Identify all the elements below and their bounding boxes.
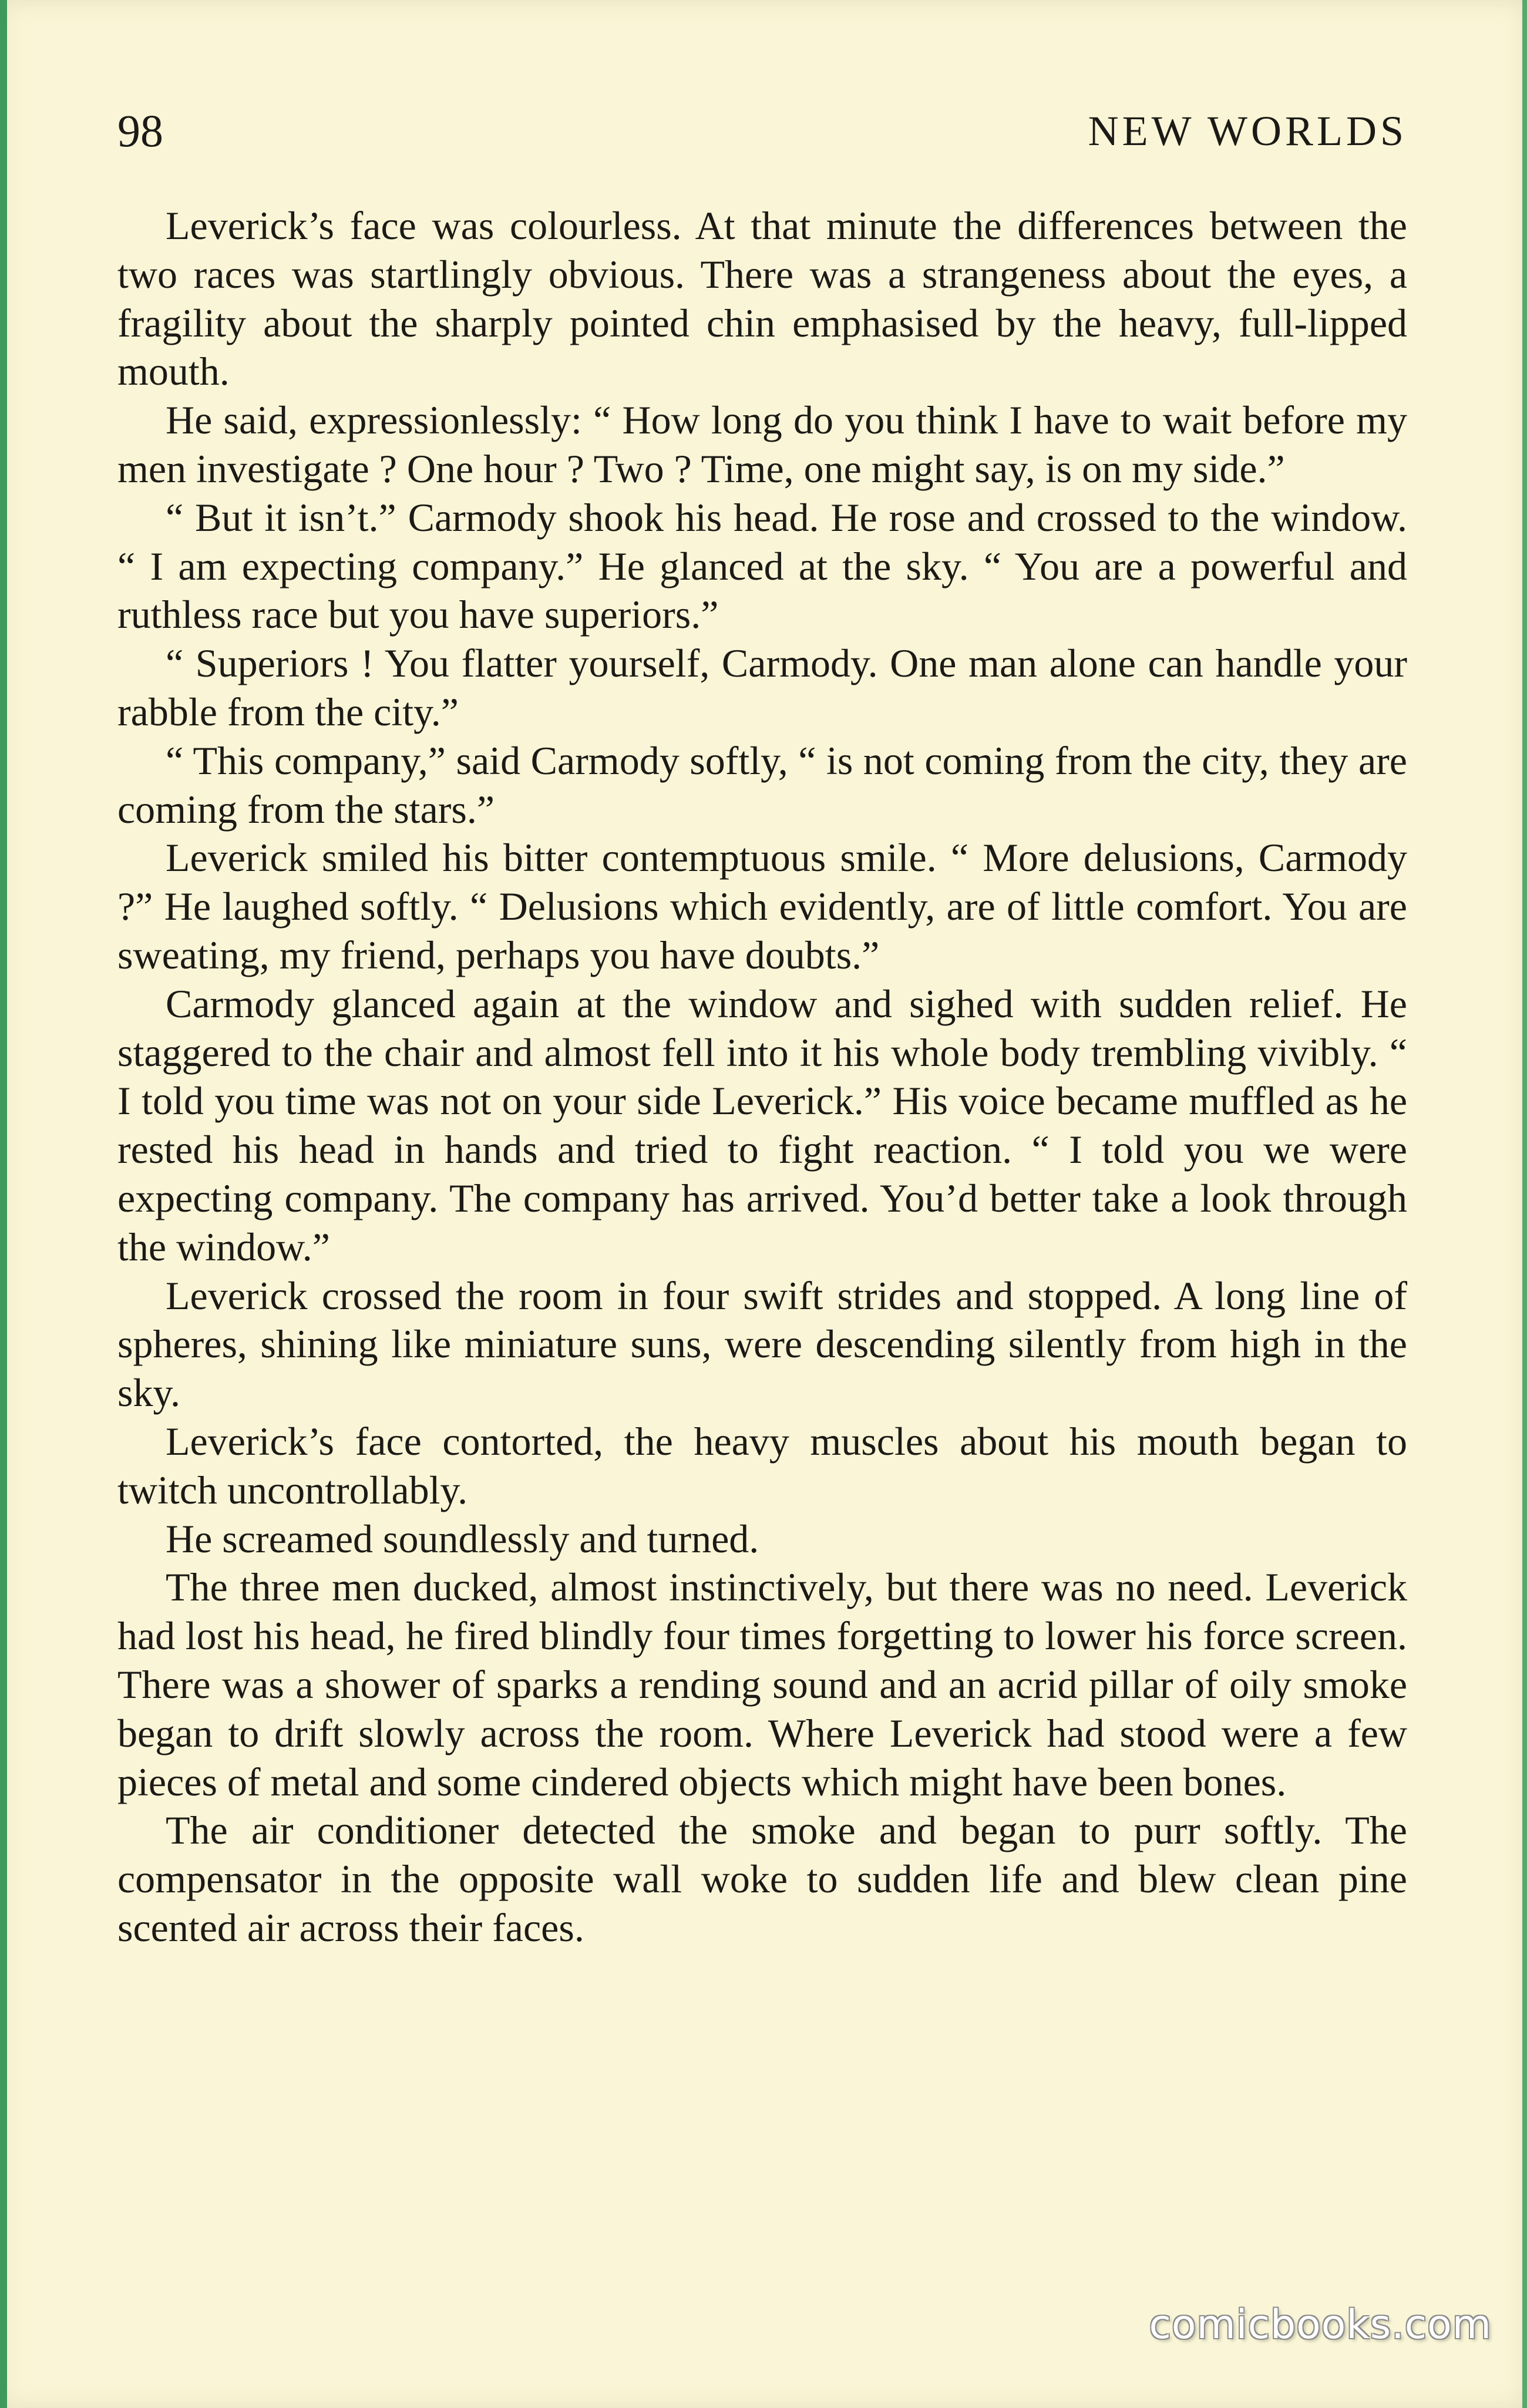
paragraph: Leverick crossed the room in four swift strides and stopped. A long line of spheres, shining like miniature suns, were descending silently from high in the sky. bbox=[117, 1273, 1407, 1415]
paragraph: “ Superiors ! You flatter yourself, Carmody. One man alone can handle your rabble from the city.” bbox=[117, 641, 1407, 734]
running-head: NEW WORLDS bbox=[1088, 107, 1407, 154]
page-edge-right bbox=[1522, 0, 1527, 2408]
paragraph: “ But it isn’t.” Carmody shook his head. He rose and crossed to the window. “ I am expecting company.” He glanced at the sky. “ You are a powerful and ruthless race but you have superiors.” bbox=[117, 495, 1407, 637]
paragraph: The air conditioner detected the smoke and began to purr softly. The compensator in the opposite wall woke to sudden life and blew clean pine scented air across their faces. bbox=[117, 1808, 1407, 1950]
watermark: comicbooks.com bbox=[1149, 2302, 1492, 2348]
page-number: 98 bbox=[117, 105, 163, 156]
paragraph: “ This company,” said Carmody softly, “ is not coming from the city, they are coming from the stars.” bbox=[117, 738, 1407, 832]
paragraph: Leverick smiled his bitter contemptuous smile. “ More delusions, Carmody ?” He laughed softly. “ Delusions which evidently, are of little comfort. You are sweating, my friend, perhaps you have doubts.” bbox=[117, 835, 1407, 977]
paragraph: He said, expressionlessly: “ How long do you think I have to wait before my men investigate ? One hour ? Two ? Time, one might say, is on my side.” bbox=[117, 398, 1407, 491]
page-edge-left bbox=[0, 0, 7, 2408]
paragraph: Leverick’s face contorted, the heavy muscles about his mouth began to twitch uncontrollably. bbox=[117, 1418, 1407, 1512]
paragraph: The three men ducked, almost instinctively, but there was no need. Leverick had lost his head, he fired blindly four times forgetting to lower his force screen. There was a shower of sparks a rending sound and an acrid pillar of oily smoke began to drift slowly across the room. Where Leverick had stood were a few pieces of metal and some cindered objects which might have been bones. bbox=[117, 1565, 1407, 1804]
page-header bbox=[117, 99, 1407, 163]
paragraph: Carmody glanced again at the window and sighed with sudden relief. He staggered to the chair and almost fell into it his whole body trembling vivibly. “ I told you time was not on your side Leverick.” His voice became muffled as he rested his head in hands and tried to fight reaction. “ I told you we were expecting company. The company has arrived. You’d better take a look through the window.” bbox=[117, 981, 1407, 1269]
paragraph: Leverick’s face was colourless. At that minute the differences between the two races was startlingly obvious. There was a strangeness about the eyes, a fragility about the sharply pointed chin emphasised by the heavy, full-lipped mouth. bbox=[117, 203, 1407, 394]
paragraph: He screamed soundlessly and turned. bbox=[166, 1516, 759, 1561]
story-text bbox=[117, 201, 1407, 1952]
